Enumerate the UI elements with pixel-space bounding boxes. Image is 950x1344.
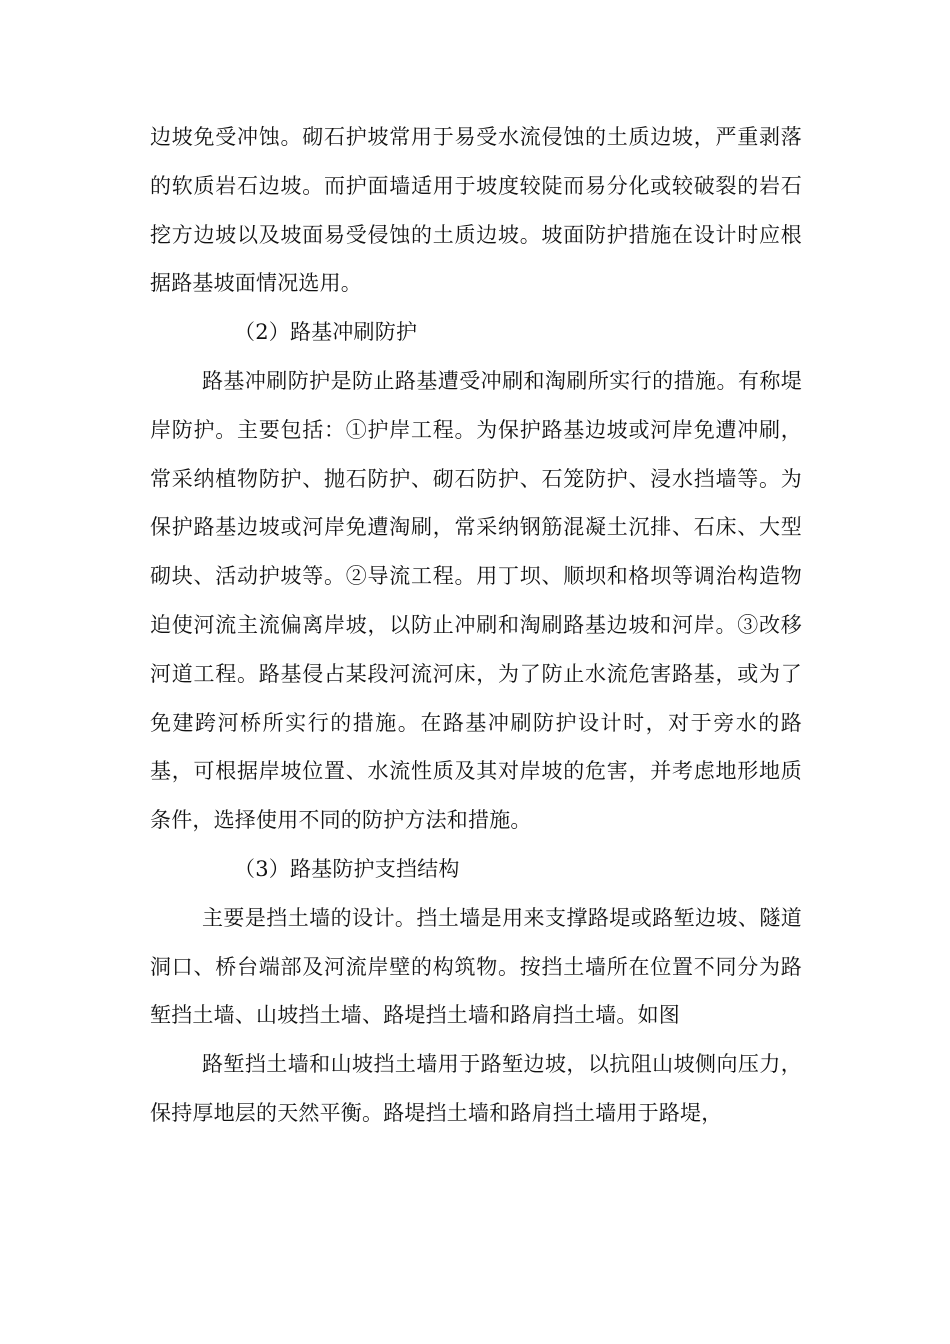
document-body [150,113,802,1138]
heading-retaining-structure: （3）路基防护支挡结构 [234,856,460,881]
paragraph-retaining-wall-types: 主要是挡土墙的设计。挡土墙是用来支撑路堤或路堑边坡、隧道洞口、桥台端部及河流岸壁的构筑物。按挡土墙所在位置不同分为路堑挡土墙、山坡挡土墙、路堤挡土墙和路肩挡土墙。如图 [150,905,802,1028]
paragraph-retaining-wall-usage: 路堑挡土墙和山坡挡土墙用于路堑边坡，以抗阻山坡侧向压力，保持厚地层的天然平衡。路堤挡土墙和路肩挡土墙用于路堤， [150,1052,802,1125]
heading-scour-protection: （2）路基冲刷防护 [234,320,418,345]
paragraph-slope-protection: 边坡免受冲蚀。砌石护坡常用于易受水流侵蚀的土质边坡，严重剥落的软质岩石边坡。而护面墙适用于坡度较陡而易分化或较破裂的岩石挖方边坡以及坡面易受侵蚀的土质边坡。坡面防护措施在设计时应根据路基坡面情况选用。 [150,125,802,296]
paragraph-scour-protection: 路基冲刷防护是防止路基遭受冲刷和淘刷所实行的措施。有称堤岸防护。主要包括：①护岸工程。为保护路基边坡或河岸免遭冲刷，常采纳植物防护、抛石防护、砌石防护、石笼防护、浸水挡墙等。为保护路基边坡或河岸免遭淘刷，常采纳钢筋混凝土沉排、石床、大型砌块、活动护坡等。②导流工程。用丁坝、顺坝和格坝等调治构造物迫使河流主流偏离岸坡，以防止冲刷和淘刷路基边坡和河岸。③改移河道工程。路基侵占某段河流河床，为了防止水流危害路基，或为了免建跨河桥所实行的措施。在路基冲刷防护设计时，对于旁水的路基，可根据岸坡位置、水流性质及其对岸坡的危害，并考虑地形地质条件，选择使用不同的防护方法和措施。 [150,368,802,833]
